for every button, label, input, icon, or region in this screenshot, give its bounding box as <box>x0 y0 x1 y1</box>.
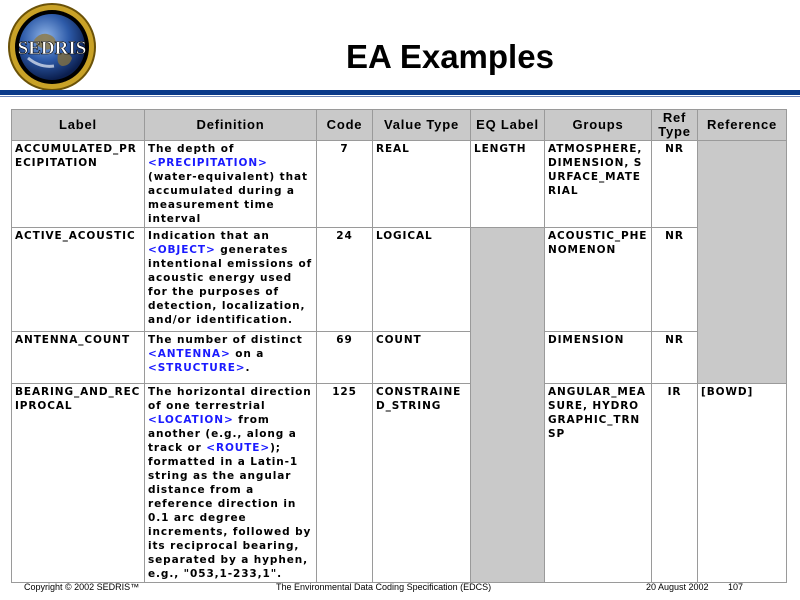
cell-definition <box>145 228 317 332</box>
table-row <box>12 384 787 583</box>
entity-tag: <ROUTE> <box>206 442 271 454</box>
entity-tag: <ANTENNA> <box>148 348 231 360</box>
col-header-reference: Reference <box>698 110 787 141</box>
cell-value-type: CONSTRAINED_STRING <box>373 384 471 583</box>
page-title: EA Examples <box>346 38 554 75</box>
cell-label: ACCUMULATED_PRECIPITATION <box>12 141 145 228</box>
cell-definition <box>145 141 317 228</box>
col-header-value-type: Value Type <box>373 110 471 141</box>
cell-definition <box>145 384 317 583</box>
cell-code: 125 <box>317 384 373 583</box>
table-row <box>12 332 787 384</box>
cell-eq-label: LENGTH <box>471 141 545 228</box>
definition-text: (water-equivalent) that accumulated during a measurement time interval <box>148 171 308 225</box>
entity-tag: <OBJECT> <box>148 244 216 256</box>
cell-code: 24 <box>317 228 373 332</box>
cell-value-type: REAL <box>373 141 471 228</box>
cell-ref-type: IR <box>652 384 698 583</box>
cell-ref-type: NR <box>652 228 698 332</box>
cell-reference-empty <box>698 141 787 384</box>
definition-text: ); formatted in a Latin-1 string as the angular distance from a reference direction in 0.1 arc degree increments, followed by its reciprocal bearing, separated by a hyphen, e.g., "053,1-233,1". <box>148 442 312 580</box>
entity-tag: <LOCATION> <box>148 414 234 426</box>
footer-date: 20 August 2002 <box>646 582 709 592</box>
col-header-groups: Groups <box>545 110 652 141</box>
col-header-definition: Definition <box>145 110 317 141</box>
cell-code: 7 <box>317 141 373 228</box>
logo-text: SEDRIS <box>17 38 87 59</box>
cell-label: ANTENNA_COUNT <box>12 332 145 384</box>
cell-ref-type: NR <box>652 141 698 228</box>
cell-label: BEARING_AND_RECIPROCAL <box>12 384 145 583</box>
cell-reference: [BOWD] <box>698 384 787 583</box>
definition-text: generates intentional emissions of acoustic energy used for the purposes of detection, localization, and/or identification. <box>148 244 313 326</box>
definition-text: The horizontal direction of one terrestrial <box>148 386 312 412</box>
cell-definition <box>145 332 317 384</box>
cell-value-type: COUNT <box>373 332 471 384</box>
cell-code: 69 <box>317 332 373 384</box>
definition-text: from another (e.g., along a track or <box>148 414 297 454</box>
entity-tag: <PRECIPITATION> <box>148 157 268 169</box>
definition-text: Indication that an <box>148 230 270 242</box>
definition-text: on a <box>230 348 265 360</box>
table-header-row <box>12 110 787 141</box>
footer-center-title: The Environmental Data Coding Specification (EDCS) <box>276 582 492 592</box>
cell-label: ACTIVE_ACOUSTIC <box>12 228 145 332</box>
cell-groups: ATMOSPHERE, DIMENSION, SURFACE_MATERIAL <box>545 141 652 228</box>
table-row <box>12 228 787 332</box>
col-header-code: Code <box>317 110 373 141</box>
col-header-label: Label <box>12 110 145 141</box>
cell-groups: ACOUSTIC_PHENOMENON <box>545 228 652 332</box>
title-rule-thin <box>0 96 800 97</box>
footer-copyright: Copyright © 2002 SEDRIS™ <box>24 582 140 592</box>
definition-text: . <box>245 362 251 374</box>
ea-examples-table <box>11 109 787 583</box>
entity-tag: <STRUCTURE> <box>148 362 246 374</box>
footer-page-number: 107 <box>728 582 744 592</box>
col-header-ref-type: Ref Type <box>652 110 698 141</box>
definition-text: The depth of <box>148 143 235 155</box>
cell-eq-label-empty <box>471 228 545 583</box>
table-row <box>12 141 787 228</box>
cell-groups: DIMENSION <box>545 332 652 384</box>
title-rule <box>0 90 800 95</box>
col-header-eq-label: EQ Label <box>471 110 545 141</box>
cell-groups: ANGULAR_MEASURE, HYDROGRAPHIC_TRNSP <box>545 384 652 583</box>
cell-ref-type: NR <box>652 332 698 384</box>
definition-text: The number of distinct <box>148 334 303 346</box>
cell-value-type: LOGICAL <box>373 228 471 332</box>
